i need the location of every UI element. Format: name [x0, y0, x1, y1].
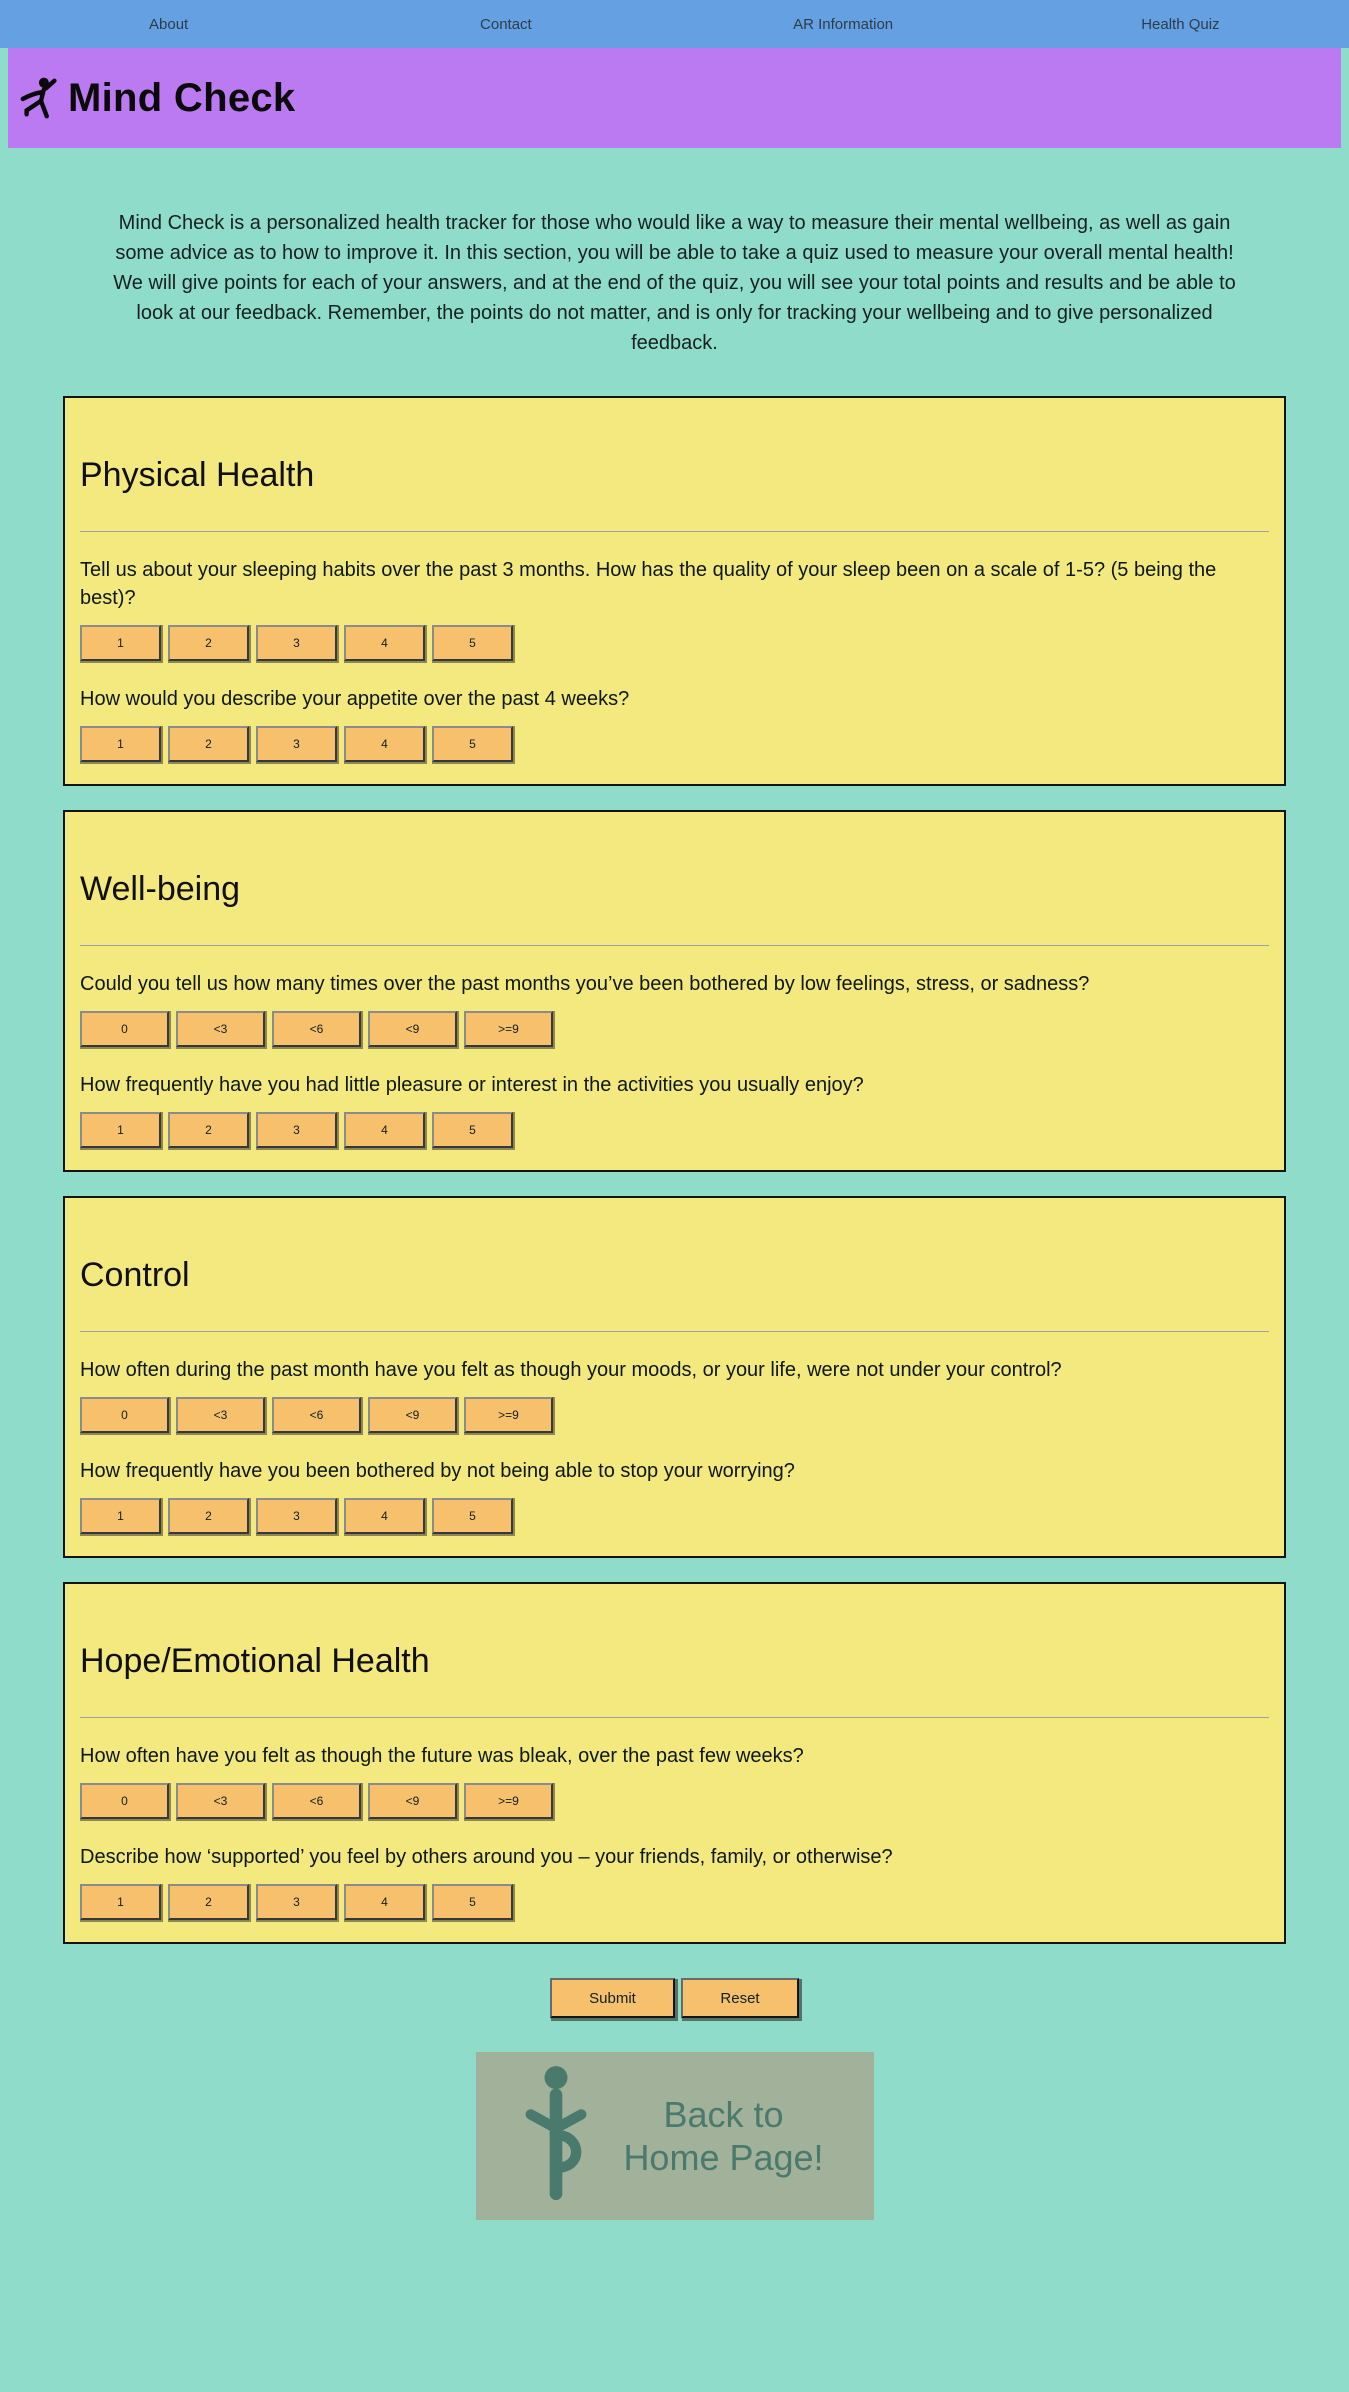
- question-text: Tell us about your sleeping habits over the past 3 months. How has the quality of your sleep been on a scale of 1-5? (5 being the best)?: [80, 559, 1217, 609]
- nav-item-contact[interactable]: Contact: [480, 15, 532, 33]
- answer-options-row: [80, 1397, 1269, 1433]
- answer-option-button[interactable]: 3: [256, 625, 337, 661]
- answer-option-button[interactable]: <9: [368, 1011, 457, 1047]
- section-divider: [80, 945, 1269, 946]
- intro-paragraph: Mind Check is a personalized health tracker for those who would like a way to measure their mental wellbeing, as well as gain some advice as to how to improve it. In this section, you will be able to take a quiz used to measure your overall mental health! We will give points for each of your answers, and at the end of the quiz, you will see your total points and results and be able to look at our feedback. Remember, the points do not matter, and is only for tracking your wellbeing and to give personalized feedback.: [113, 212, 1236, 354]
- quiz-card-well-being: [63, 810, 1286, 1172]
- question-text: Could you tell us how many times over the past months you’ve been bothered by low feelings, stress, or sadness?: [80, 973, 1090, 995]
- answer-option-button[interactable]: 5: [432, 726, 513, 762]
- answer-option-button[interactable]: <3: [176, 1783, 265, 1819]
- answer-option-button[interactable]: 4: [344, 1884, 425, 1920]
- answer-option-button[interactable]: 5: [432, 625, 513, 661]
- question-text: Describe how ‘supported’ you feel by others around you – your friends, family, or otherwise?: [80, 1846, 893, 1868]
- answer-options-row: [80, 726, 1269, 762]
- answer-option-button[interactable]: <3: [176, 1011, 265, 1047]
- answer-option-button[interactable]: 2: [168, 1884, 249, 1920]
- yoga-tree-pose-icon: [520, 2065, 592, 2208]
- nav-item-ar-information[interactable]: AR Information: [793, 15, 894, 33]
- question-text: How frequently have you been bothered by not being able to stop your worrying?: [80, 1460, 795, 1482]
- answer-options-row: [80, 625, 1269, 661]
- back-to-home-button[interactable]: [476, 2052, 874, 2220]
- answer-options-row: [80, 1112, 1269, 1148]
- answer-option-button[interactable]: 2: [168, 726, 249, 762]
- answer-option-button[interactable]: <3: [176, 1397, 265, 1433]
- answer-option-button[interactable]: 3: [256, 1498, 337, 1534]
- question-text: How would you describe your appetite over the past 4 weeks?: [80, 688, 630, 710]
- back-to-home-label: Back to Home Page!: [623, 2093, 824, 2178]
- section-divider: [80, 1717, 1269, 1718]
- answer-options-row: [80, 1011, 1269, 1047]
- answer-option-button[interactable]: 1: [80, 625, 161, 661]
- answer-option-button[interactable]: 2: [168, 1112, 249, 1148]
- answer-option-button[interactable]: 4: [344, 1112, 425, 1148]
- quiz-card-physical-health: [63, 396, 1286, 786]
- answer-options-row: [80, 1884, 1269, 1920]
- question-text: How often have you felt as though the future was bleak, over the past few weeks?: [80, 1745, 804, 1767]
- nav-item-about[interactable]: About: [149, 15, 189, 33]
- quiz-card-hope-emotional-health: [63, 1582, 1286, 1944]
- answer-option-button[interactable]: 0: [80, 1783, 169, 1819]
- answer-option-button[interactable]: 5: [432, 1884, 513, 1920]
- answer-options-row: [80, 1783, 1269, 1819]
- answer-option-button[interactable]: <6: [272, 1397, 361, 1433]
- section-divider: [80, 1331, 1269, 1332]
- answer-option-button[interactable]: 0: [80, 1011, 169, 1047]
- answer-option-button[interactable]: 1: [80, 1112, 161, 1148]
- answer-option-button[interactable]: >=9: [464, 1397, 553, 1433]
- question-text: How frequently have you had little pleasure or interest in the activities you usually enjoy?: [80, 1074, 864, 1096]
- martial-arts-pose-person-icon: [18, 75, 64, 121]
- section-divider: [80, 531, 1269, 532]
- section-title: Control: [80, 1256, 190, 1294]
- answer-option-button[interactable]: <6: [272, 1011, 361, 1047]
- answer-option-button[interactable]: 4: [344, 1498, 425, 1534]
- answer-option-button[interactable]: 1: [80, 1498, 161, 1534]
- quiz-form: [63, 396, 1286, 2220]
- section-title: Hope/Emotional Health: [80, 1642, 430, 1680]
- answer-option-button[interactable]: 2: [168, 1498, 249, 1534]
- submit-button[interactable]: Submit: [550, 1978, 675, 2018]
- section-title: Well-being: [80, 870, 241, 908]
- nav-item-health-quiz[interactable]: Health Quiz: [1141, 15, 1220, 33]
- question-text: How often during the past month have you felt as though your moods, or your life, were not under your control?: [80, 1359, 1062, 1381]
- answer-option-button[interactable]: 1: [80, 1884, 161, 1920]
- answer-option-button[interactable]: 3: [256, 1112, 337, 1148]
- page-title: [18, 75, 295, 121]
- answer-option-button[interactable]: 4: [344, 625, 425, 661]
- answer-option-button[interactable]: 0: [80, 1397, 169, 1433]
- answer-option-button[interactable]: 3: [256, 726, 337, 762]
- answer-option-button[interactable]: >=9: [464, 1783, 553, 1819]
- answer-options-row: [80, 1498, 1269, 1534]
- answer-option-button[interactable]: 4: [344, 726, 425, 762]
- answer-option-button[interactable]: <6: [272, 1783, 361, 1819]
- answer-option-button[interactable]: <9: [368, 1783, 457, 1819]
- top-nav: [0, 0, 1349, 48]
- answer-option-button[interactable]: <9: [368, 1397, 457, 1433]
- page-title-text: Mind Check: [68, 75, 296, 120]
- answer-option-button[interactable]: 5: [432, 1498, 513, 1534]
- answer-option-button[interactable]: 1: [80, 726, 161, 762]
- answer-option-button[interactable]: 5: [432, 1112, 513, 1148]
- form-actions: [63, 1978, 1286, 2018]
- answer-option-button[interactable]: >=9: [464, 1011, 553, 1047]
- quiz-card-control: [63, 1196, 1286, 1558]
- reset-button[interactable]: Reset: [681, 1978, 799, 2018]
- answer-option-button[interactable]: 3: [256, 1884, 337, 1920]
- section-title: Physical Health: [80, 456, 315, 494]
- answer-option-button[interactable]: 2: [168, 625, 249, 661]
- app-header: [8, 48, 1341, 148]
